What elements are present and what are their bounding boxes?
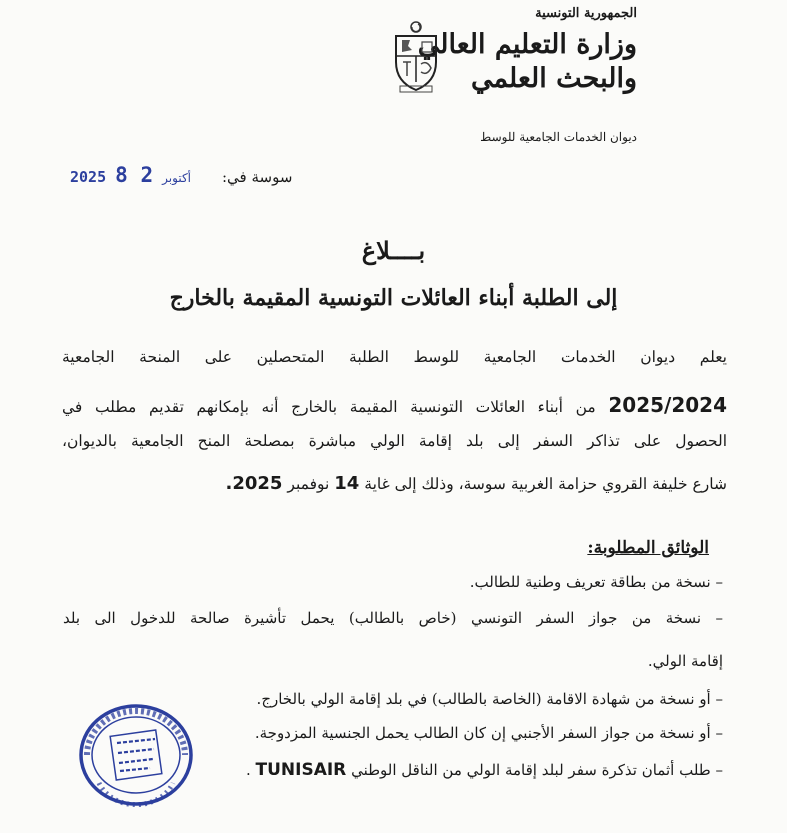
document-item-2: – نسخة من جواز السفر التونسي (خاص بالطالب) يحمل تأشيرة صالحة للدخول الى بلد <box>63 609 723 627</box>
body-line-3: الحصول على تذاكر السفر إلى بلد إقامة الولي مباشرة بمصلحة المنح الجامعية بالديوان، <box>62 432 727 450</box>
document-item-5-end: . <box>245 761 251 779</box>
date-stamp-day: 2 8 <box>115 163 154 187</box>
announcement-subject: إلى الطلبة أبناء العائلات التونسية المقيمة بالخارج <box>169 285 618 311</box>
deadline-year: 2025. <box>225 473 283 494</box>
body-line-1: يعلم ديوان الخدمات الجامعية للوسط الطلبة المتحصلين على المنحة الجامعية <box>62 348 727 366</box>
coat-of-arms-icon <box>388 20 444 94</box>
body-line-2 <box>62 393 727 417</box>
document-item-5-text: – طلب أثمان تذكرة سفر لبلد إقامة الولي من الناقل الوطني <box>351 761 723 779</box>
document-item-5 <box>246 760 723 780</box>
academic-year: 2025/2024 <box>608 393 727 417</box>
place-label: سوسة في: <box>222 168 293 186</box>
document-item-4: – أو نسخة من جواز السفر الأجنبي إن كان الطالب يحمل الجنسية المزدوجة. <box>254 724 723 742</box>
office-name: ديوان الخدمات الجامعية للوسط <box>480 130 637 144</box>
ministry-name-line1: وزارة التعليم العالي <box>417 29 637 60</box>
ministry-name-line2: والبحث العلمي <box>470 63 637 94</box>
airline-name: TUNISAIR <box>255 760 347 780</box>
document-item-1: – نسخة من بطاقة تعريف وطنية للطالب. <box>469 573 723 591</box>
official-stamp-icon <box>77 703 195 807</box>
date-stamp-year: 2025 <box>70 168 107 186</box>
deadline-day: 14 <box>334 473 360 494</box>
date-stamp <box>70 163 191 187</box>
republic-header: الجمهورية التونسية <box>535 6 637 21</box>
deadline-month: نوفمبر <box>287 475 330 493</box>
announcement-title: بــــلاغ <box>361 236 426 265</box>
document-item-3: – أو نسخة من شهادة الاقامة (الخاصة بالطالب) في بلد إقامة الولي بالخارج. <box>256 690 723 708</box>
document-item-2-continued: إقامة الولي. <box>647 652 723 670</box>
body-line-2-text: من أبناء العائلات التونسية المقيمة بالخارج أنه بإمكانهم تقديم مطلب في <box>62 398 596 416</box>
body-line-4-text: شارع خليفة القروي حزامة الغربية سوسة، وذلك إلى غاية <box>364 475 727 493</box>
date-stamp-month: أكتوبر <box>162 171 191 185</box>
documents-heading: الوثائق المطلوبة: <box>587 538 709 558</box>
body-line-4 <box>62 473 727 494</box>
